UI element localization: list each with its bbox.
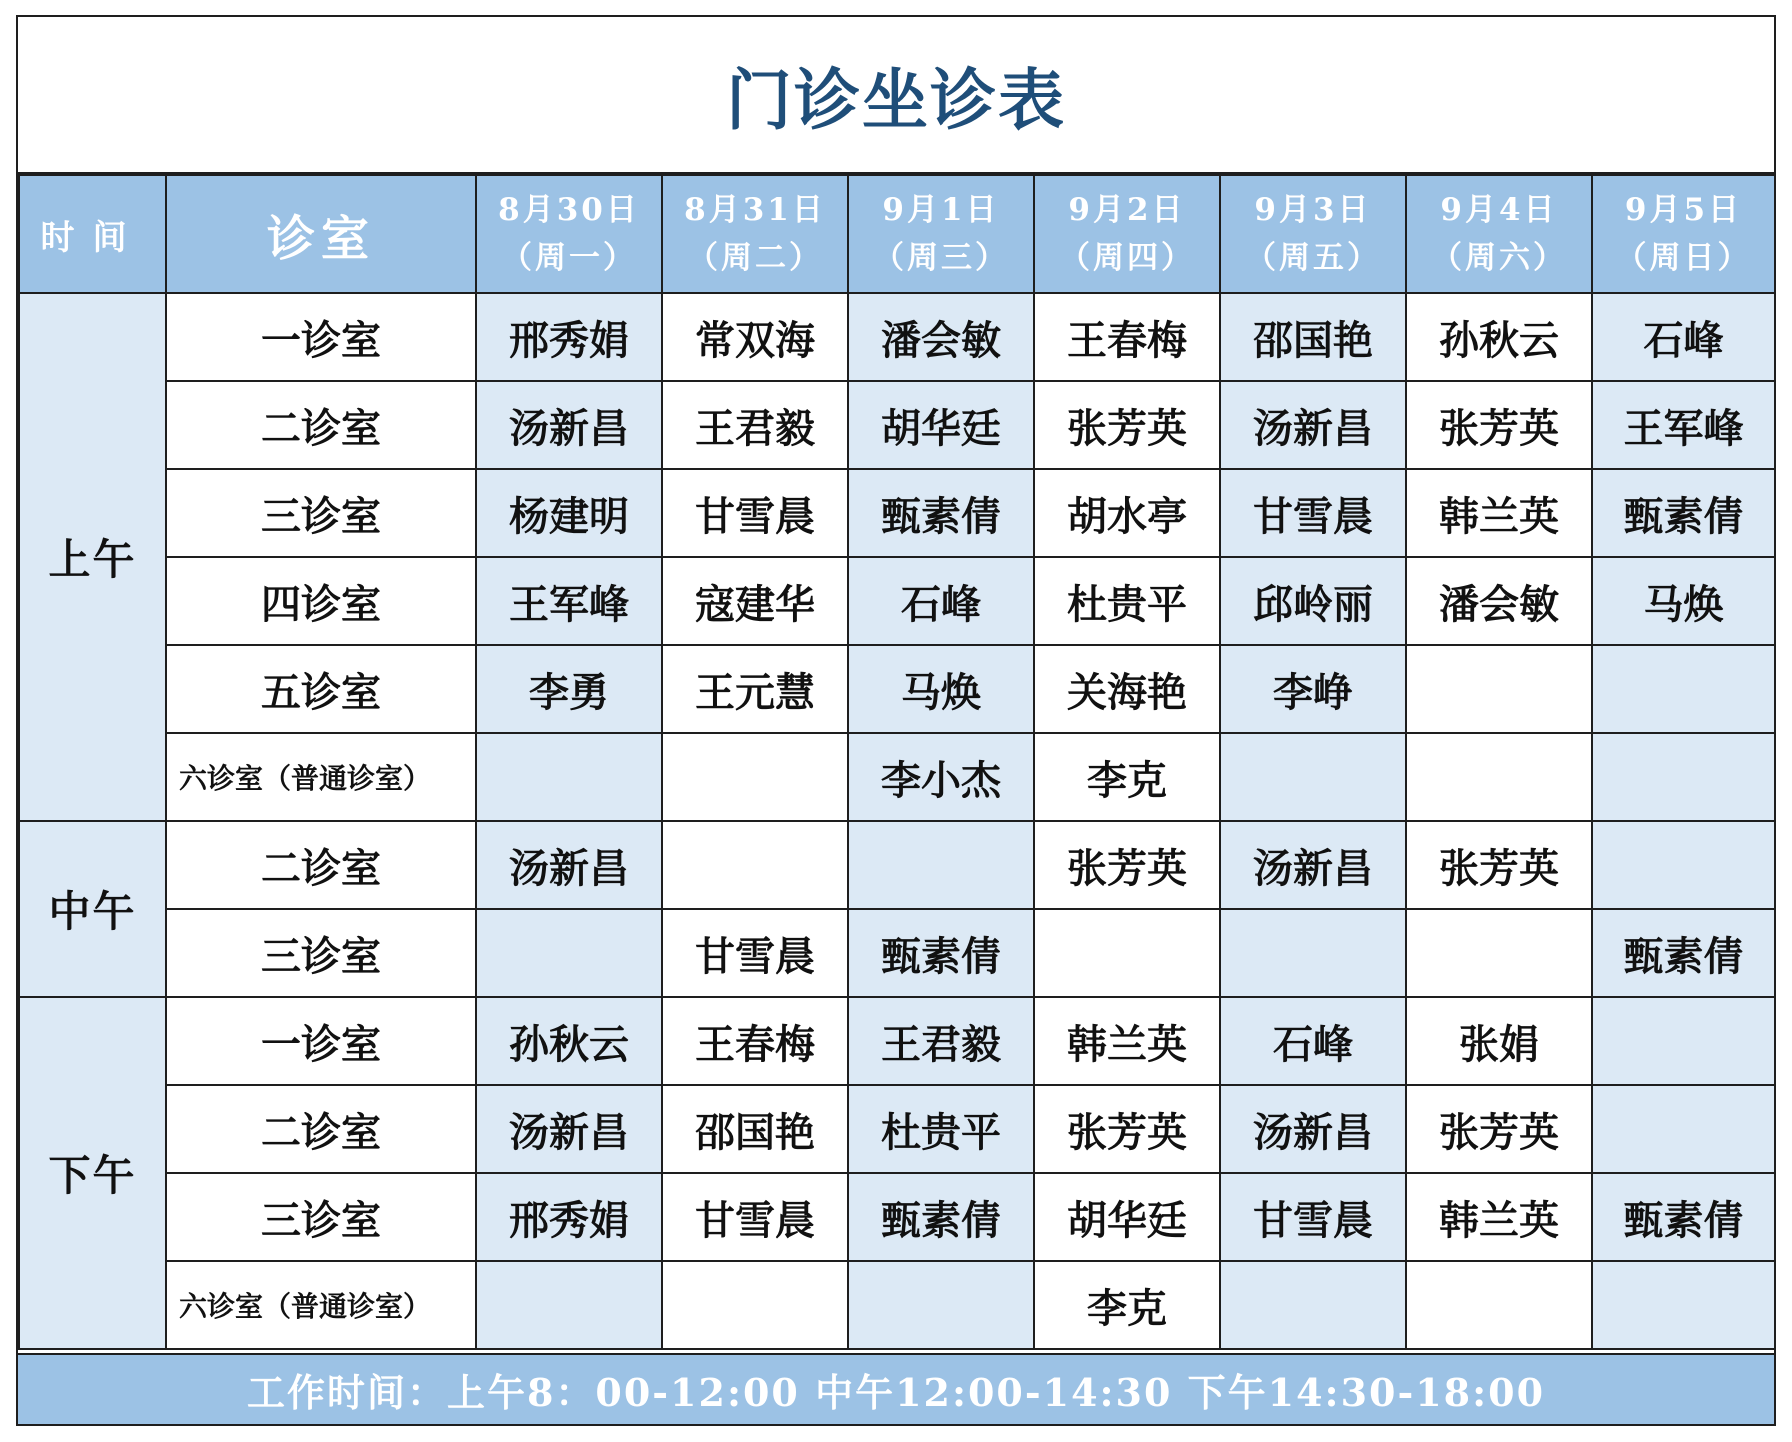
day-header	[1406, 175, 1592, 293]
doctor-cell: 马焕	[1592, 557, 1775, 645]
doctor-cell: 甄素倩	[848, 909, 1034, 997]
doctor-cell: 汤新昌	[1220, 1085, 1406, 1173]
doctor-cell	[1592, 1261, 1775, 1349]
doctor-cell	[1592, 645, 1775, 733]
doctor-cell: 李小杰	[848, 733, 1034, 821]
doctor-cell: 杜贵平	[848, 1085, 1034, 1173]
doctor-cell: 甄素倩	[848, 1173, 1034, 1261]
doctor-cell	[476, 1261, 662, 1349]
doctor-cell: 张芳英	[1406, 821, 1592, 909]
doctor-cell: 孙秋云	[476, 997, 662, 1085]
doctor-cell: 石峰	[1592, 293, 1775, 381]
period-label: 上午	[19, 293, 166, 821]
doctor-cell: 韩兰英	[1034, 997, 1220, 1085]
doctor-cell: 王君毅	[848, 997, 1034, 1085]
period-label: 下午	[19, 997, 166, 1349]
table-row	[19, 381, 1775, 469]
room-name: 一诊室	[166, 293, 476, 381]
day-header	[1034, 175, 1220, 293]
schedule-sheet	[16, 15, 1776, 1426]
doctor-cell	[1406, 1261, 1592, 1349]
doctor-cell: 寇建华	[662, 557, 848, 645]
doctor-cell: 汤新昌	[476, 821, 662, 909]
doctor-cell	[476, 909, 662, 997]
doctor-cell: 王军峰	[1592, 381, 1775, 469]
doctor-cell	[1220, 909, 1406, 997]
doctor-cell	[848, 1261, 1034, 1349]
room-name: 五诊室	[166, 645, 476, 733]
day-header	[848, 175, 1034, 293]
doctor-cell: 张芳英	[1034, 381, 1220, 469]
room-name: 六诊室（普通诊室）	[166, 1261, 476, 1349]
day-date: 9月2日	[1068, 192, 1186, 228]
doctor-cell: 邢秀娟	[476, 1173, 662, 1261]
doctor-cell: 王军峰	[476, 557, 662, 645]
doctor-cell	[1592, 997, 1775, 1085]
room-name: 一诊室	[166, 997, 476, 1085]
header-row	[19, 175, 1775, 293]
doctor-cell: 甘雪晨	[662, 909, 848, 997]
doctor-cell: 杨建明	[476, 469, 662, 557]
work-hours-footer: 工作时间：上午8：00-12:00 中午12:00-14:30 下午14:30-18:00	[18, 1353, 1774, 1424]
doctor-cell	[1406, 909, 1592, 997]
table-row	[19, 1085, 1775, 1173]
day-header	[662, 175, 848, 293]
doctor-cell: 邵国艳	[1220, 293, 1406, 381]
doctor-cell	[662, 733, 848, 821]
period-label: 中午	[19, 821, 166, 997]
doctor-cell: 马焕	[848, 645, 1034, 733]
doctor-cell: 汤新昌	[476, 381, 662, 469]
doctor-cell: 张芳英	[1406, 381, 1592, 469]
doctor-cell	[1592, 821, 1775, 909]
doctor-cell	[476, 733, 662, 821]
doctor-cell: 胡华廷	[1034, 1173, 1220, 1261]
day-header	[1592, 175, 1775, 293]
doctor-cell: 甄素倩	[1592, 469, 1775, 557]
doctor-cell: 杜贵平	[1034, 557, 1220, 645]
doctor-cell	[1034, 909, 1220, 997]
day-header	[1220, 175, 1406, 293]
doctor-cell: 石峰	[848, 557, 1034, 645]
table-row	[19, 821, 1775, 909]
doctor-cell: 甘雪晨	[662, 1173, 848, 1261]
doctor-cell: 王春梅	[662, 997, 848, 1085]
table-row	[19, 645, 1775, 733]
time-header: 时间	[19, 175, 166, 293]
day-date: 9月1日	[882, 192, 1000, 228]
doctor-cell: 张芳英	[1034, 1085, 1220, 1173]
doctor-cell	[848, 821, 1034, 909]
doctor-cell: 邵国艳	[662, 1085, 848, 1173]
doctor-cell	[662, 1261, 848, 1349]
doctor-cell: 汤新昌	[1220, 381, 1406, 469]
doctor-cell: 胡水亭	[1034, 469, 1220, 557]
table-row	[19, 1173, 1775, 1261]
room-name: 三诊室	[166, 1173, 476, 1261]
doctor-cell	[662, 821, 848, 909]
doctor-cell: 王春梅	[1034, 293, 1220, 381]
doctor-cell: 张芳英	[1034, 821, 1220, 909]
room-name: 四诊室	[166, 557, 476, 645]
table-row	[19, 469, 1775, 557]
table-row	[19, 733, 1775, 821]
room-name: 六诊室（普通诊室）	[166, 733, 476, 821]
schedule-table	[18, 174, 1776, 1350]
doctor-cell: 甄素倩	[1592, 909, 1775, 997]
doctor-cell	[1220, 1261, 1406, 1349]
room-name: 二诊室	[166, 381, 476, 469]
room-name: 三诊室	[166, 469, 476, 557]
doctor-cell: 李勇	[476, 645, 662, 733]
doctor-cell	[1406, 733, 1592, 821]
doctor-cell: 孙秋云	[1406, 293, 1592, 381]
doctor-cell: 李克	[1034, 1261, 1220, 1349]
doctor-cell	[1592, 1085, 1775, 1173]
doctor-cell: 甘雪晨	[662, 469, 848, 557]
room-name: 三诊室	[166, 909, 476, 997]
doctor-cell: 甄素倩	[848, 469, 1034, 557]
doctor-cell: 石峰	[1220, 997, 1406, 1085]
table-row	[19, 293, 1775, 381]
doctor-cell: 潘会敏	[848, 293, 1034, 381]
doctor-cell: 张娟	[1406, 997, 1592, 1085]
schedule-body	[19, 293, 1775, 1349]
doctor-cell: 张芳英	[1406, 1085, 1592, 1173]
room-name: 二诊室	[166, 821, 476, 909]
room-header: 诊室	[166, 175, 476, 293]
day-date: 9月5日	[1624, 192, 1743, 228]
page-title: 门诊坐诊表	[726, 61, 1066, 139]
day-date: 8月30日	[498, 192, 640, 228]
doctor-cell: 潘会敏	[1406, 557, 1592, 645]
doctor-cell: 汤新昌	[1220, 821, 1406, 909]
table-row	[19, 557, 1775, 645]
doctor-cell: 王君毅	[662, 381, 848, 469]
day-weekday: （周四）	[1059, 240, 1195, 276]
day-weekday: （周六）	[1431, 240, 1567, 276]
day-weekday: （周三）	[873, 240, 1009, 276]
doctor-cell: 胡华廷	[848, 381, 1034, 469]
doctor-cell: 关海艳	[1034, 645, 1220, 733]
room-name: 二诊室	[166, 1085, 476, 1173]
day-weekday: （周五）	[1245, 240, 1381, 276]
doctor-cell: 甘雪晨	[1220, 469, 1406, 557]
doctor-cell: 李克	[1034, 733, 1220, 821]
day-weekday: （周二）	[687, 240, 823, 276]
day-header	[476, 175, 662, 293]
table-row	[19, 997, 1775, 1085]
doctor-cell: 韩兰英	[1406, 469, 1592, 557]
doctor-cell: 韩兰英	[1406, 1173, 1592, 1261]
doctor-cell	[1220, 733, 1406, 821]
day-date: 8月31日	[684, 192, 826, 228]
doctor-cell: 王元慧	[662, 645, 848, 733]
doctor-cell: 甘雪晨	[1220, 1173, 1406, 1261]
doctor-cell: 邱岭丽	[1220, 557, 1406, 645]
table-row	[19, 909, 1775, 997]
doctor-cell: 汤新昌	[476, 1085, 662, 1173]
day-weekday: （周日）	[1615, 240, 1752, 276]
title-bar	[18, 17, 1774, 174]
doctor-cell: 甄素倩	[1592, 1173, 1775, 1261]
day-weekday: （周一）	[501, 240, 637, 276]
day-date: 9月4日	[1440, 192, 1558, 228]
doctor-cell	[1592, 733, 1775, 821]
doctor-cell: 邢秀娟	[476, 293, 662, 381]
table-row	[19, 1261, 1775, 1349]
doctor-cell: 常双海	[662, 293, 848, 381]
day-date: 9月3日	[1254, 192, 1372, 228]
doctor-cell: 李峥	[1220, 645, 1406, 733]
doctor-cell	[1406, 645, 1592, 733]
